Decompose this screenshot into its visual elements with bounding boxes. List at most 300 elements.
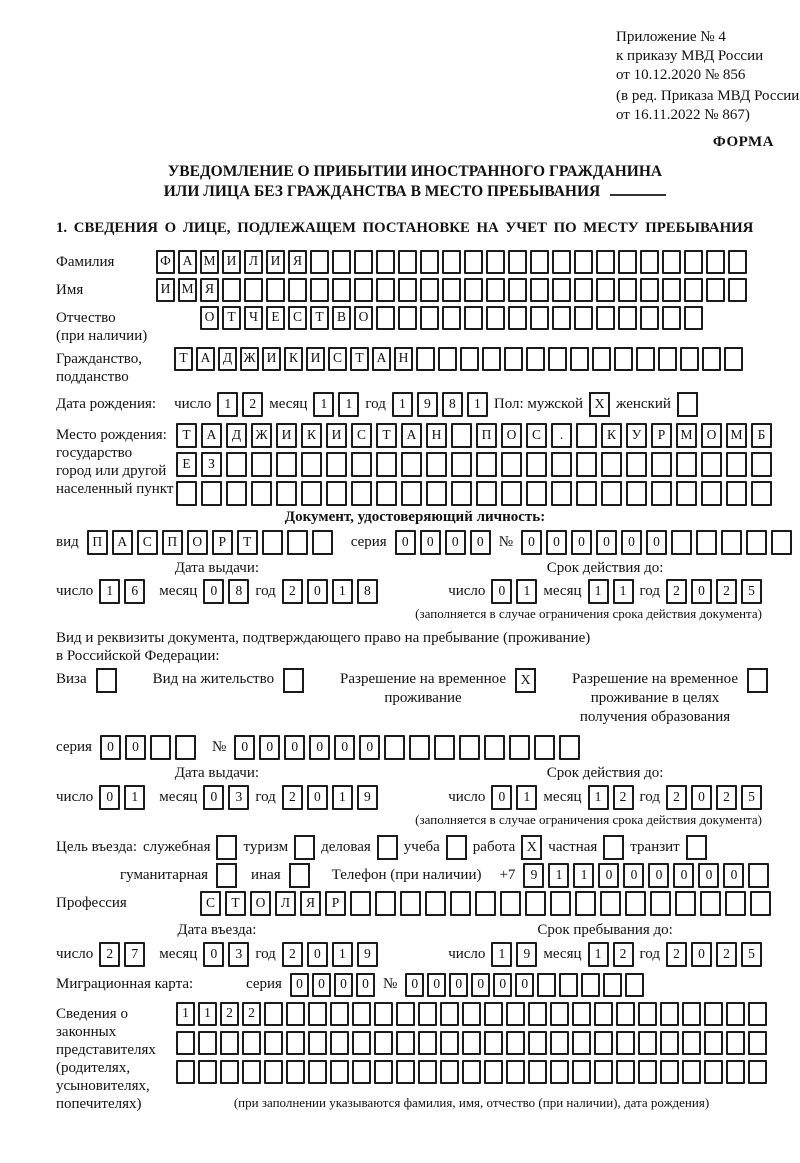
- expiry-year-cells[interactable]: [666, 785, 762, 810]
- char-cell[interactable]: Я: [300, 891, 321, 916]
- char-cell[interactable]: [684, 306, 703, 330]
- char-cell[interactable]: 0: [470, 530, 491, 555]
- char-cell[interactable]: 0: [203, 942, 224, 967]
- char-cell[interactable]: 0: [621, 530, 642, 555]
- char-cell[interactable]: 0: [125, 735, 146, 760]
- char-cell[interactable]: М: [178, 278, 197, 302]
- char-cell[interactable]: 5: [741, 579, 762, 604]
- char-cell[interactable]: [384, 735, 405, 760]
- char-cell[interactable]: [552, 278, 571, 302]
- char-cell[interactable]: 1: [313, 392, 334, 417]
- female-checkbox[interactable]: [677, 392, 698, 417]
- char-cell[interactable]: [618, 306, 637, 330]
- char-cell[interactable]: [704, 1002, 723, 1026]
- char-cell[interactable]: [310, 278, 329, 302]
- char-cell[interactable]: [301, 452, 322, 477]
- issue-year-cells[interactable]: [282, 579, 378, 604]
- char-cell[interactable]: 1: [392, 392, 413, 417]
- char-cell[interactable]: [509, 735, 530, 760]
- char-cell[interactable]: [530, 278, 549, 302]
- char-cell[interactable]: [751, 452, 772, 477]
- phone-cells[interactable]: [523, 863, 769, 888]
- char-cell[interactable]: 1: [516, 579, 537, 604]
- char-cell[interactable]: О: [200, 306, 219, 330]
- char-cell[interactable]: [616, 1002, 635, 1026]
- patronymic-cells[interactable]: [200, 306, 703, 330]
- char-cell[interactable]: [451, 423, 472, 448]
- char-cell[interactable]: [746, 530, 767, 555]
- char-cell[interactable]: [459, 735, 480, 760]
- char-cell[interactable]: У: [626, 423, 647, 448]
- char-cell[interactable]: [420, 278, 439, 302]
- birth-year-cells[interactable]: [392, 392, 488, 417]
- legal-reps-cells-line2[interactable]: [176, 1031, 767, 1055]
- char-cell[interactable]: [526, 481, 547, 506]
- char-cell[interactable]: [175, 735, 196, 760]
- char-cell[interactable]: [286, 1002, 305, 1026]
- char-cell[interactable]: 2: [220, 1002, 239, 1026]
- char-cell[interactable]: [682, 1002, 701, 1026]
- char-cell[interactable]: С: [200, 891, 221, 916]
- migration-number-cells[interactable]: [405, 973, 644, 997]
- char-cell[interactable]: 0: [673, 863, 694, 888]
- char-cell[interactable]: 2: [613, 942, 634, 967]
- char-cell[interactable]: [501, 452, 522, 477]
- char-cell[interactable]: [534, 735, 555, 760]
- char-cell[interactable]: [354, 250, 373, 274]
- char-cell[interactable]: [354, 278, 373, 302]
- char-cell[interactable]: [726, 452, 747, 477]
- char-cell[interactable]: [748, 863, 769, 888]
- char-cell[interactable]: [748, 1031, 767, 1055]
- char-cell[interactable]: [375, 891, 396, 916]
- char-cell[interactable]: [276, 481, 297, 506]
- char-cell[interactable]: [616, 1060, 635, 1084]
- char-cell[interactable]: 1: [573, 863, 594, 888]
- char-cell[interactable]: И: [266, 250, 285, 274]
- char-cell[interactable]: Н: [426, 423, 447, 448]
- char-cell[interactable]: [574, 306, 593, 330]
- char-cell[interactable]: [640, 278, 659, 302]
- char-cell[interactable]: [310, 250, 329, 274]
- char-cell[interactable]: [751, 481, 772, 506]
- issue-month-cells[interactable]: [203, 579, 249, 604]
- char-cell[interactable]: И: [326, 423, 347, 448]
- char-cell[interactable]: [418, 1060, 437, 1084]
- char-cell[interactable]: 0: [290, 973, 309, 997]
- char-cell[interactable]: В: [332, 306, 351, 330]
- temp-residence-checkbox[interactable]: X: [515, 668, 536, 693]
- entry-year-cells[interactable]: [282, 942, 378, 967]
- char-cell[interactable]: 9: [357, 785, 378, 810]
- char-cell[interactable]: [251, 481, 272, 506]
- char-cell[interactable]: Т: [222, 306, 241, 330]
- char-cell[interactable]: О: [354, 306, 373, 330]
- char-cell[interactable]: И: [222, 250, 241, 274]
- char-cell[interactable]: [326, 481, 347, 506]
- birth-place-cells-line3[interactable]: [176, 481, 772, 506]
- char-cell[interactable]: [396, 1031, 415, 1055]
- char-cell[interactable]: [658, 347, 677, 371]
- issue-year-cells[interactable]: [282, 785, 378, 810]
- char-cell[interactable]: 0: [203, 579, 224, 604]
- char-cell[interactable]: [451, 452, 472, 477]
- char-cell[interactable]: М: [676, 423, 697, 448]
- char-cell[interactable]: [676, 452, 697, 477]
- purpose-private-checkbox[interactable]: [603, 835, 624, 860]
- char-cell[interactable]: [528, 1060, 547, 1084]
- char-cell[interactable]: [350, 891, 371, 916]
- char-cell[interactable]: 0: [571, 530, 592, 555]
- char-cell[interactable]: [625, 973, 644, 997]
- char-cell[interactable]: [398, 278, 417, 302]
- char-cell[interactable]: [420, 250, 439, 274]
- char-cell[interactable]: [374, 1002, 393, 1026]
- char-cell[interactable]: [616, 1031, 635, 1055]
- char-cell[interactable]: [614, 347, 633, 371]
- char-cell[interactable]: [726, 1031, 745, 1055]
- char-cell[interactable]: 0: [234, 735, 255, 760]
- char-cell[interactable]: [150, 735, 171, 760]
- char-cell[interactable]: 0: [307, 785, 328, 810]
- char-cell[interactable]: З: [201, 452, 222, 477]
- char-cell[interactable]: [572, 1031, 591, 1055]
- char-cell[interactable]: [640, 306, 659, 330]
- char-cell[interactable]: 0: [491, 579, 512, 604]
- char-cell[interactable]: 0: [203, 785, 224, 810]
- char-cell[interactable]: [702, 347, 721, 371]
- expiry-month-cells[interactable]: [588, 579, 634, 604]
- birth-place-cells-line2[interactable]: [176, 452, 772, 477]
- char-cell[interactable]: [264, 1002, 283, 1026]
- char-cell[interactable]: 0: [259, 735, 280, 760]
- char-cell[interactable]: 0: [493, 973, 512, 997]
- entry-month-cells[interactable]: [203, 942, 249, 967]
- char-cell[interactable]: [704, 1031, 723, 1055]
- char-cell[interactable]: [332, 250, 351, 274]
- residence-permit-checkbox[interactable]: [283, 668, 304, 693]
- char-cell[interactable]: [176, 1060, 195, 1084]
- char-cell[interactable]: [680, 347, 699, 371]
- char-cell[interactable]: [409, 735, 430, 760]
- char-cell[interactable]: [484, 1060, 503, 1084]
- char-cell[interactable]: 0: [334, 973, 353, 997]
- char-cell[interactable]: П: [162, 530, 183, 555]
- char-cell[interactable]: 0: [648, 863, 669, 888]
- char-cell[interactable]: [486, 250, 505, 274]
- char-cell[interactable]: [748, 1002, 767, 1026]
- char-cell[interactable]: Л: [275, 891, 296, 916]
- char-cell[interactable]: 0: [623, 863, 644, 888]
- char-cell[interactable]: К: [284, 347, 303, 371]
- char-cell[interactable]: [308, 1002, 327, 1026]
- char-cell[interactable]: 1: [332, 785, 353, 810]
- char-cell[interactable]: Л: [244, 250, 263, 274]
- char-cell[interactable]: Д: [218, 347, 237, 371]
- entry-day-cells[interactable]: [99, 942, 145, 967]
- char-cell[interactable]: [508, 250, 527, 274]
- char-cell[interactable]: 1: [548, 863, 569, 888]
- char-cell[interactable]: [262, 530, 283, 555]
- stay-day-cells[interactable]: [491, 942, 537, 967]
- char-cell[interactable]: [451, 481, 472, 506]
- char-cell[interactable]: С: [137, 530, 158, 555]
- char-cell[interactable]: Р: [325, 891, 346, 916]
- char-cell[interactable]: 0: [598, 863, 619, 888]
- char-cell[interactable]: [552, 250, 571, 274]
- char-cell[interactable]: А: [178, 250, 197, 274]
- char-cell[interactable]: [576, 481, 597, 506]
- char-cell[interactable]: [352, 1031, 371, 1055]
- birth-month-cells[interactable]: [313, 392, 359, 417]
- char-cell[interactable]: Е: [266, 306, 285, 330]
- char-cell[interactable]: [244, 278, 263, 302]
- char-cell[interactable]: И: [306, 347, 325, 371]
- char-cell[interactable]: 2: [282, 785, 303, 810]
- char-cell[interactable]: [330, 1060, 349, 1084]
- char-cell[interactable]: [592, 347, 611, 371]
- char-cell[interactable]: 2: [666, 942, 687, 967]
- char-cell[interactable]: [242, 1060, 261, 1084]
- char-cell[interactable]: 2: [242, 392, 263, 417]
- char-cell[interactable]: 2: [716, 785, 737, 810]
- char-cell[interactable]: [440, 1060, 459, 1084]
- char-cell[interactable]: 2: [282, 579, 303, 604]
- char-cell[interactable]: К: [601, 423, 622, 448]
- char-cell[interactable]: [618, 278, 637, 302]
- char-cell[interactable]: [308, 1060, 327, 1084]
- char-cell[interactable]: С: [328, 347, 347, 371]
- char-cell[interactable]: [374, 1060, 393, 1084]
- char-cell[interactable]: [638, 1031, 657, 1055]
- char-cell[interactable]: [198, 1031, 217, 1055]
- char-cell[interactable]: [484, 735, 505, 760]
- char-cell[interactable]: [548, 347, 567, 371]
- char-cell[interactable]: [220, 1060, 239, 1084]
- char-cell[interactable]: 0: [546, 530, 567, 555]
- char-cell[interactable]: [484, 1031, 503, 1055]
- char-cell[interactable]: С: [351, 423, 372, 448]
- char-cell[interactable]: [434, 735, 455, 760]
- char-cell[interactable]: [418, 1002, 437, 1026]
- legal-reps-cells-line1[interactable]: [176, 1002, 767, 1026]
- char-cell[interactable]: 0: [284, 735, 305, 760]
- char-cell[interactable]: [603, 973, 622, 997]
- identity-number-cells[interactable]: [521, 530, 792, 555]
- char-cell[interactable]: 1: [588, 785, 609, 810]
- char-cell[interactable]: 0: [307, 942, 328, 967]
- char-cell[interactable]: 1: [338, 392, 359, 417]
- char-cell[interactable]: 0: [405, 973, 424, 997]
- char-cell[interactable]: [596, 250, 615, 274]
- char-cell[interactable]: [475, 891, 496, 916]
- char-cell[interactable]: 0: [449, 973, 468, 997]
- char-cell[interactable]: [176, 1031, 195, 1055]
- char-cell[interactable]: [726, 481, 747, 506]
- char-cell[interactable]: [220, 1031, 239, 1055]
- char-cell[interactable]: [636, 347, 655, 371]
- issue-month-cells[interactable]: [203, 785, 249, 810]
- visa-checkbox[interactable]: [96, 668, 117, 693]
- char-cell[interactable]: А: [196, 347, 215, 371]
- char-cell[interactable]: [700, 891, 721, 916]
- char-cell[interactable]: [438, 347, 457, 371]
- char-cell[interactable]: [651, 452, 672, 477]
- char-cell[interactable]: [550, 891, 571, 916]
- char-cell[interactable]: 0: [420, 530, 441, 555]
- char-cell[interactable]: 8: [228, 579, 249, 604]
- char-cell[interactable]: [226, 452, 247, 477]
- char-cell[interactable]: [442, 278, 461, 302]
- stay-month-cells[interactable]: [588, 942, 634, 967]
- char-cell[interactable]: П: [87, 530, 108, 555]
- char-cell[interactable]: [464, 306, 483, 330]
- char-cell[interactable]: [638, 1002, 657, 1026]
- migration-series-cells[interactable]: [290, 973, 375, 997]
- char-cell[interactable]: [684, 250, 703, 274]
- char-cell[interactable]: [696, 530, 717, 555]
- char-cell[interactable]: М: [200, 250, 219, 274]
- char-cell[interactable]: А: [372, 347, 391, 371]
- char-cell[interactable]: [618, 250, 637, 274]
- char-cell[interactable]: [525, 891, 546, 916]
- char-cell[interactable]: 0: [307, 579, 328, 604]
- char-cell[interactable]: 0: [100, 735, 121, 760]
- char-cell[interactable]: [176, 481, 197, 506]
- char-cell[interactable]: [594, 1031, 613, 1055]
- char-cell[interactable]: К: [301, 423, 322, 448]
- char-cell[interactable]: О: [250, 891, 271, 916]
- char-cell[interactable]: А: [201, 423, 222, 448]
- char-cell[interactable]: [596, 306, 615, 330]
- char-cell[interactable]: [462, 1002, 481, 1026]
- char-cell[interactable]: 1: [588, 579, 609, 604]
- purpose-work-checkbox[interactable]: X: [521, 835, 542, 860]
- char-cell[interactable]: [638, 1060, 657, 1084]
- char-cell[interactable]: [682, 1031, 701, 1055]
- char-cell[interactable]: [576, 423, 597, 448]
- char-cell[interactable]: 1: [332, 942, 353, 967]
- char-cell[interactable]: [574, 250, 593, 274]
- char-cell[interactable]: [326, 452, 347, 477]
- char-cell[interactable]: С: [288, 306, 307, 330]
- char-cell[interactable]: [526, 347, 545, 371]
- char-cell[interactable]: [476, 481, 497, 506]
- purpose-official-checkbox[interactable]: [216, 835, 237, 860]
- char-cell[interactable]: [376, 306, 395, 330]
- char-cell[interactable]: [442, 250, 461, 274]
- char-cell[interactable]: Б: [751, 423, 772, 448]
- char-cell[interactable]: [550, 1060, 569, 1084]
- male-checkbox[interactable]: X: [589, 392, 610, 417]
- char-cell[interactable]: 6: [124, 579, 145, 604]
- char-cell[interactable]: Т: [225, 891, 246, 916]
- char-cell[interactable]: 0: [691, 785, 712, 810]
- char-cell[interactable]: 3: [228, 942, 249, 967]
- char-cell[interactable]: [724, 347, 743, 371]
- char-cell[interactable]: 0: [99, 785, 120, 810]
- char-cell[interactable]: И: [276, 423, 297, 448]
- char-cell[interactable]: 0: [334, 735, 355, 760]
- char-cell[interactable]: Т: [237, 530, 258, 555]
- issue-day-cells[interactable]: [99, 785, 145, 810]
- char-cell[interactable]: 2: [613, 785, 634, 810]
- char-cell[interactable]: Н: [394, 347, 413, 371]
- char-cell[interactable]: И: [262, 347, 281, 371]
- char-cell[interactable]: Ф: [156, 250, 175, 274]
- char-cell[interactable]: [504, 347, 523, 371]
- char-cell[interactable]: Т: [376, 423, 397, 448]
- char-cell[interactable]: [551, 481, 572, 506]
- char-cell[interactable]: М: [726, 423, 747, 448]
- char-cell[interactable]: [398, 306, 417, 330]
- char-cell[interactable]: 0: [312, 973, 331, 997]
- char-cell[interactable]: 5: [741, 785, 762, 810]
- char-cell[interactable]: 9: [417, 392, 438, 417]
- char-cell[interactable]: [396, 1002, 415, 1026]
- char-cell[interactable]: [376, 481, 397, 506]
- char-cell[interactable]: [640, 250, 659, 274]
- given-name-cells[interactable]: [156, 278, 747, 302]
- char-cell[interactable]: П: [476, 423, 497, 448]
- char-cell[interactable]: [728, 278, 747, 302]
- char-cell[interactable]: [581, 973, 600, 997]
- char-cell[interactable]: [528, 1002, 547, 1026]
- char-cell[interactable]: [550, 1002, 569, 1026]
- char-cell[interactable]: [425, 891, 446, 916]
- char-cell[interactable]: [721, 530, 742, 555]
- char-cell[interactable]: [537, 973, 556, 997]
- char-cell[interactable]: 5: [741, 942, 762, 967]
- char-cell[interactable]: Р: [651, 423, 672, 448]
- purpose-study-checkbox[interactable]: [446, 835, 467, 860]
- char-cell[interactable]: [748, 1060, 767, 1084]
- char-cell[interactable]: [482, 347, 501, 371]
- char-cell[interactable]: [572, 1002, 591, 1026]
- char-cell[interactable]: [662, 250, 681, 274]
- char-cell[interactable]: 0: [691, 942, 712, 967]
- char-cell[interactable]: [450, 891, 471, 916]
- char-cell[interactable]: [660, 1002, 679, 1026]
- purpose-other-checkbox[interactable]: [289, 863, 310, 888]
- char-cell[interactable]: 2: [99, 942, 120, 967]
- char-cell[interactable]: [576, 452, 597, 477]
- char-cell[interactable]: [625, 891, 646, 916]
- char-cell[interactable]: [500, 891, 521, 916]
- char-cell[interactable]: [706, 278, 725, 302]
- char-cell[interactable]: [330, 1031, 349, 1055]
- char-cell[interactable]: [662, 278, 681, 302]
- char-cell[interactable]: [728, 250, 747, 274]
- char-cell[interactable]: [572, 1060, 591, 1084]
- char-cell[interactable]: [242, 1031, 261, 1055]
- char-cell[interactable]: 0: [359, 735, 380, 760]
- char-cell[interactable]: [650, 891, 671, 916]
- purpose-transit-checkbox[interactable]: [686, 835, 707, 860]
- char-cell[interactable]: 0: [515, 973, 534, 997]
- char-cell[interactable]: [671, 530, 692, 555]
- char-cell[interactable]: [351, 481, 372, 506]
- char-cell[interactable]: [396, 1060, 415, 1084]
- identity-series-cells[interactable]: [395, 530, 491, 555]
- char-cell[interactable]: 9: [523, 863, 544, 888]
- char-cell[interactable]: О: [187, 530, 208, 555]
- char-cell[interactable]: [530, 306, 549, 330]
- char-cell[interactable]: А: [401, 423, 422, 448]
- char-cell[interactable]: 0: [521, 530, 542, 555]
- char-cell[interactable]: [594, 1060, 613, 1084]
- issue-day-cells[interactable]: [99, 579, 145, 604]
